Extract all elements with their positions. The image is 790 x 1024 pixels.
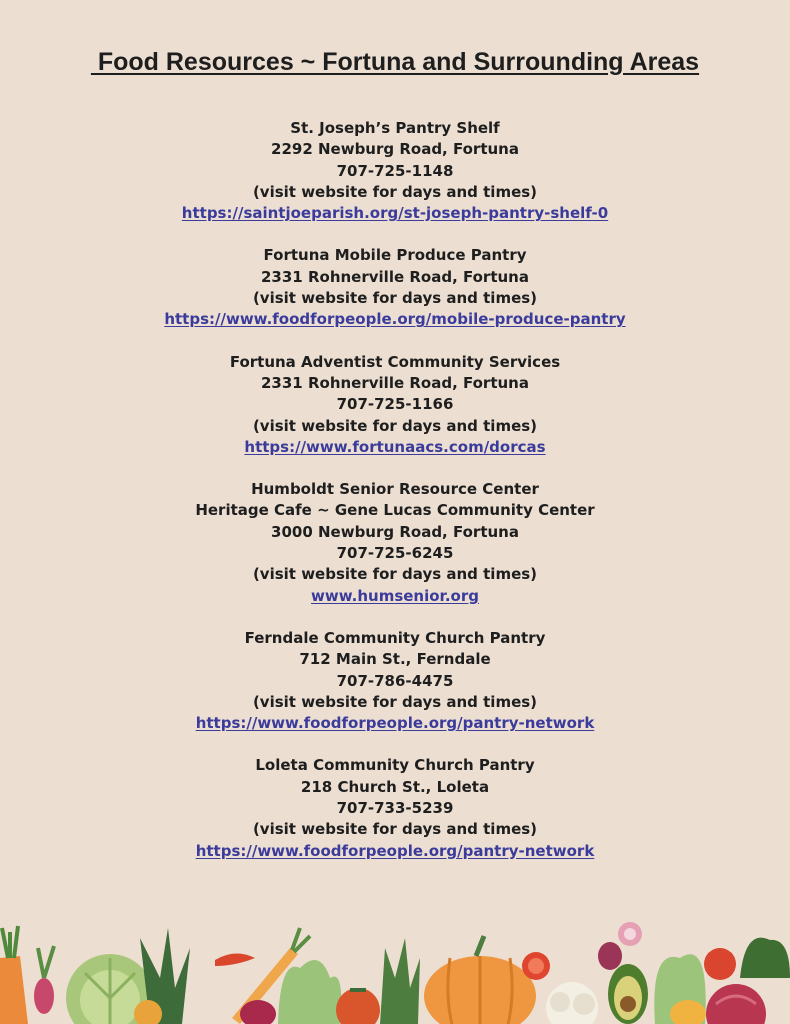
resource-detail-line: (visit website for days and times) [252, 820, 538, 839]
resource-link-line [0, 203, 790, 224]
resource-name: St. Joseph’s Pantry Shelf [290, 119, 500, 137]
resource-detail-line: 2331 Rohnerville Road, Fortuna [261, 373, 529, 392]
resource-list [0, 118, 790, 883]
page-title: Food Resources ~ Fortuna and Surrounding Areas [90, 48, 700, 76]
resource-entry [0, 628, 790, 734]
resource-detail-line: (visit website for days and times) [252, 416, 538, 435]
resource-name: Fortuna Adventist Community Services [229, 352, 561, 371]
resource-detail-line: 707-725-1148 [336, 161, 454, 180]
resource-detail-line: (visit website for days and times) [252, 692, 538, 711]
resource-website-link[interactable]: https://www.foodforpeople.org/mobile-produce-pantry [164, 310, 626, 329]
resource-detail-line: 707-733-5239 [336, 799, 454, 818]
resource-detail-line: (visit website for days and times) [252, 289, 538, 308]
resource-detail-line: 2331 Rohnerville Road, Fortuna [261, 267, 529, 286]
resource-link-line [0, 437, 790, 458]
resource-name: Loleta Community Church Pantry [255, 756, 535, 775]
pumpkin-icon [424, 936, 536, 1024]
resource-link-line [0, 713, 790, 734]
resource-website-link[interactable]: www.humsenior.org [311, 586, 479, 605]
resource-website-link[interactable]: https://saintjoeparish.org/st-joseph-pantry-shelf-0 [181, 204, 609, 223]
resource-detail-line: 2292 Newburg Road, Fortuna [271, 140, 519, 159]
resource-name: Ferndale Community Church Pantry [244, 628, 546, 647]
resource-link-line [0, 309, 790, 330]
cauliflower-icon [546, 982, 598, 1024]
resource-entry [0, 755, 790, 861]
chili-icon [215, 953, 255, 966]
tomato-icon [522, 952, 550, 980]
resource-name: Fortuna Mobile Produce Pantry [263, 246, 527, 265]
resource-detail-line: 707-725-1166 [336, 395, 454, 414]
resource-detail-line: Heritage Cafe ~ Gene Lucas Community Center [195, 501, 595, 520]
resource-detail-line: 707-786-4475 [336, 671, 454, 690]
resource-website-link[interactable]: https://www.foodforpeople.org/pantry-network [195, 841, 595, 860]
resource-entry [0, 245, 790, 330]
tomato-icon [336, 988, 380, 1024]
resource-detail-line: (visit website for days and times) [252, 182, 538, 201]
onion-icon [598, 922, 642, 970]
carrot-icon [0, 926, 28, 1024]
resource-detail-line: 3000 Newburg Road, Fortuna [271, 522, 519, 541]
greens-icon [380, 938, 420, 1024]
resource-link-line [0, 841, 790, 862]
resource-detail-line: (visit website for days and times) [252, 565, 538, 584]
radish-icon [34, 946, 54, 1014]
resource-website-link[interactable]: https://www.foodforpeople.org/pantry-network [195, 714, 595, 733]
avocado-icon [608, 964, 648, 1024]
resource-detail-line: 707-725-6245 [336, 544, 454, 563]
lettuce-icon [278, 960, 341, 1024]
tomato-icon [704, 948, 736, 980]
resource-entry [0, 118, 790, 224]
cabbage-icon [706, 984, 766, 1024]
resource-name: Humboldt Senior Resource Center [251, 480, 539, 499]
resource-detail-line: 218 Church St., Loleta [300, 777, 490, 796]
kale-icon [740, 938, 790, 978]
resource-entry [0, 479, 790, 607]
resource-website-link[interactable]: https://www.fortunaacs.com/dorcas [244, 437, 546, 456]
resource-link-line [0, 586, 790, 607]
resource-detail-line: 712 Main St., Ferndale [299, 650, 491, 669]
vegetable-border-illustration [0, 918, 790, 1024]
resource-entry [0, 352, 790, 458]
